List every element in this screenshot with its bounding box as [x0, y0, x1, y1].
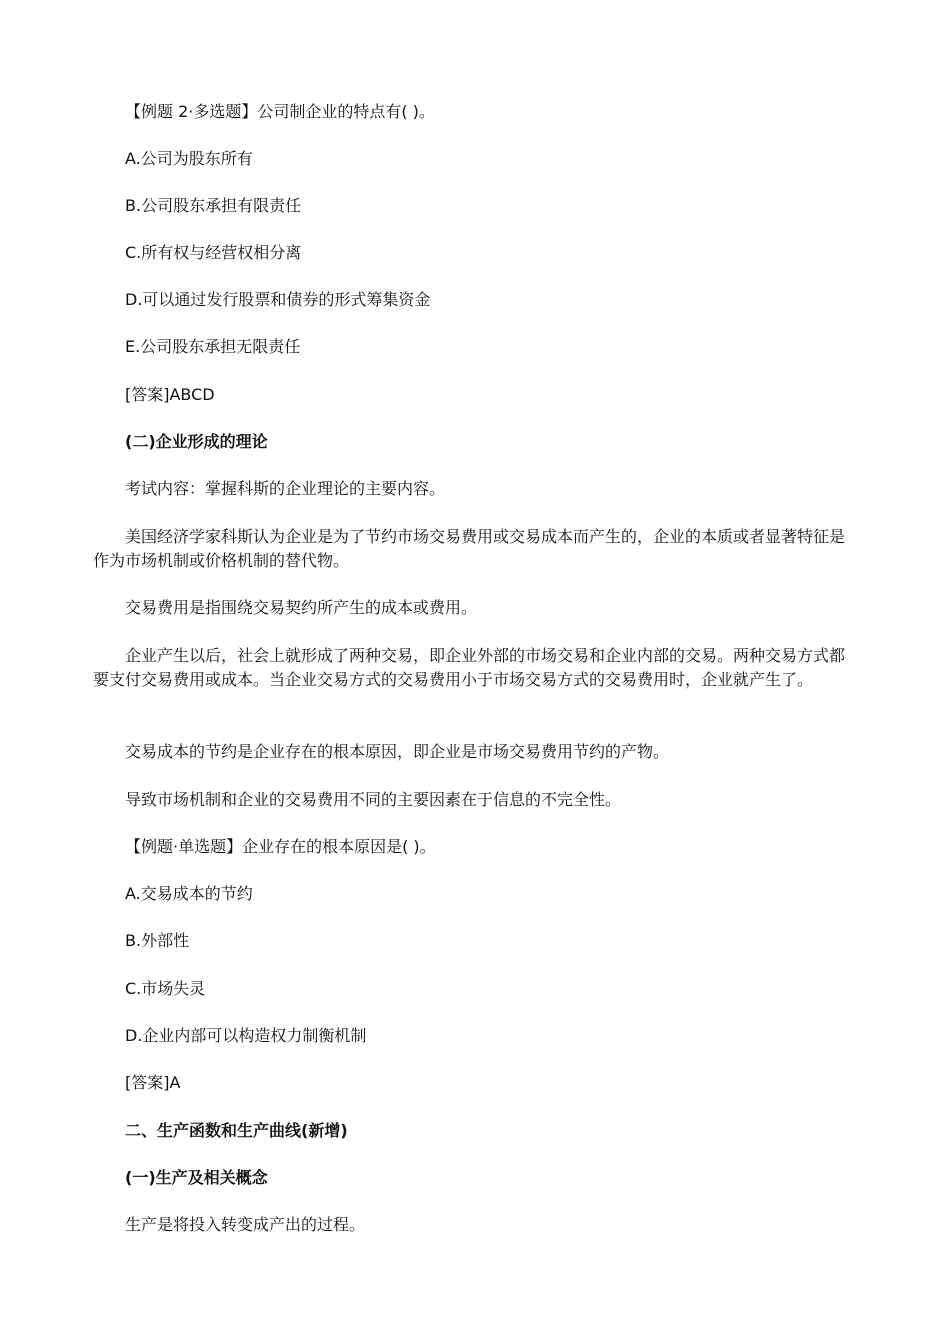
example2-option-e: E.公司股东承担无限责任: [125, 337, 301, 356]
section-heading: 二、生产函数和生产曲线(新增): [125, 1121, 348, 1140]
example-single-option-a: A.交易成本的节约: [125, 884, 253, 903]
example2-option-c: C.所有权与经营权相分离: [125, 243, 302, 262]
example-single-answer: [答案]A: [125, 1073, 181, 1092]
example2-option-b: B.公司股东承担有限责任: [125, 196, 302, 215]
example-single-option-c: C.市场失灵: [125, 979, 206, 998]
example-single-option-d: D.企业内部可以构造权力制衡机制: [125, 1026, 367, 1045]
example2-answer: [答案]ABCD: [125, 385, 215, 404]
example2-option-d: D.可以通过发行股票和债券的形式筹集资金: [125, 290, 431, 309]
body-paragraph: 交易费用是指围绕交易契约所产生的成本或费用。: [125, 598, 478, 617]
body-paragraph: 企业产生以后，社会上就形成了两种交易，即企业外部的市场交易和企业内部的交易。两种交易方式都要支付交易费用或成本。当企业交易方式的交易费用小于市场交易方式的交易费用时，企业就产生了。: [93, 646, 846, 689]
body-paragraph: 美国经济学家科斯认为企业是为了节约市场交易费用或交易成本而产生的，企业的本质或者显著特征是作为市场机制或价格机制的替代物。: [93, 527, 846, 570]
example2-question: 【例题 2·多选题】公司制企业的特点有( )。: [125, 102, 435, 121]
example2-option-a: A.公司为股东所有: [125, 149, 253, 168]
section-heading: (二)企业形成的理论: [125, 432, 268, 451]
body-paragraph: 生产是将投入转变成产出的过程。: [125, 1215, 366, 1234]
example-single-option-b: B.外部性: [125, 931, 190, 950]
subsection-heading: (一)生产及相关概念: [125, 1168, 268, 1187]
exam-content: 考试内容：掌握科斯的企业理论的主要内容。: [125, 479, 446, 498]
body-paragraph: 导致市场机制和企业的交易费用不同的主要因素在于信息的不完全性。: [125, 790, 622, 809]
body-paragraph: 交易成本的节约是企业存在的根本原因，即企业是市场交易费用节约的产物。: [125, 742, 670, 761]
example-single-question: 【例题·单选题】企业存在的根本原因是( )。: [125, 837, 436, 856]
